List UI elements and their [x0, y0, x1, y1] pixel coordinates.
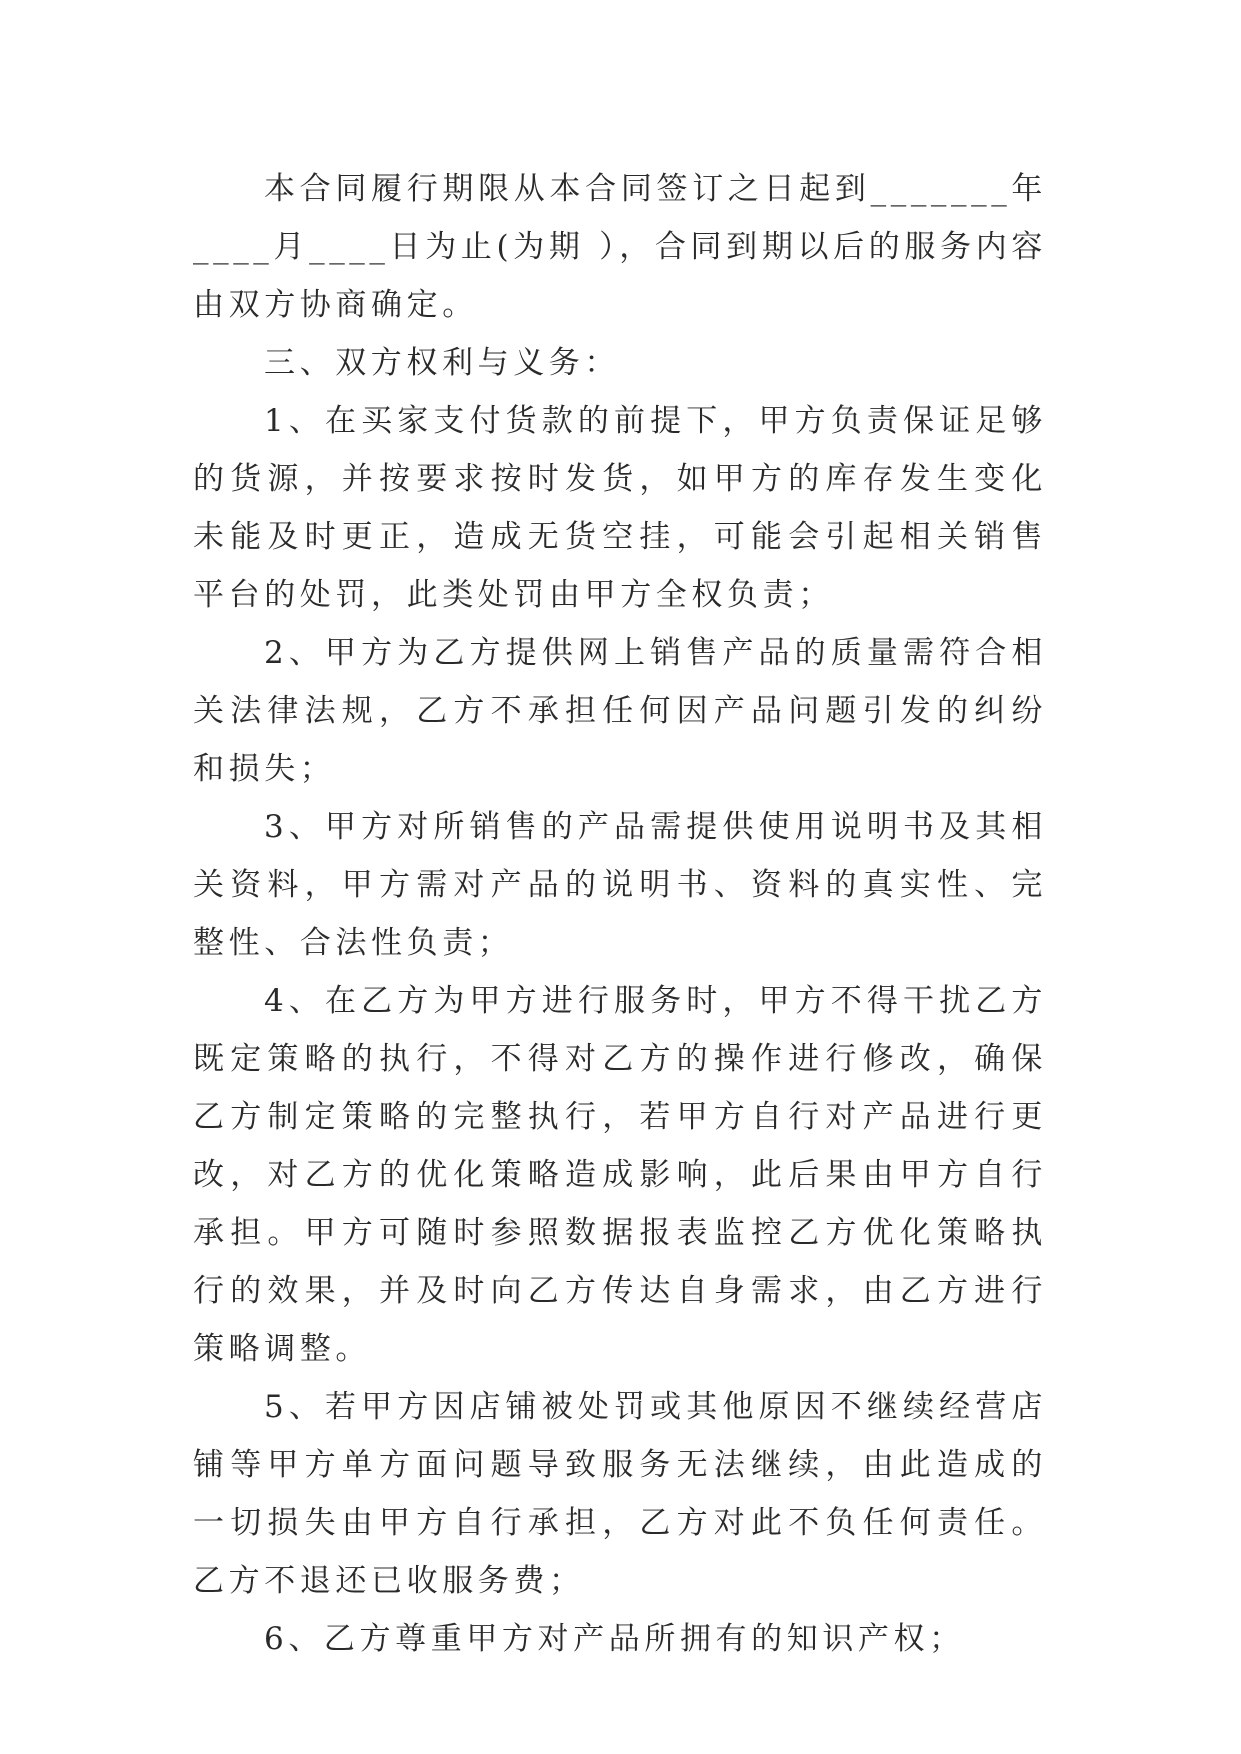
document-body: [193, 160, 1047, 1668]
paragraph-clause-4: 4、在乙方为甲方进行服务时，甲方不得干扰乙方既定策略的执行，不得对乙方的操作进行修改，确保乙方制定策略的完整执行，若甲方自行对产品进行更改，对乙方的优化策略造成影响，此后果由甲方自行承担。甲方可随时参照数据报表监控乙方优化策略执行的效果，并及时向乙方传达自身需求，由乙方进行策略调整。: [193, 983, 1047, 1367]
paragraph-clause-3: 3、甲方对所销售的产品需提供使用说明书及其相关资料，甲方需对产品的说明书、资料的真实性、完整性、合法性负责；: [193, 809, 1047, 961]
paragraph-clause-5: 5、若甲方因店铺被处罚或其他原因不继续经营店铺等甲方单方面问题导致服务无法继续，由此造成的一切损失由甲方自行承担，乙方对此不负任何责任。乙方不退还已收服务费；: [193, 1389, 1047, 1599]
paragraph-clause-6: 6、乙方尊重甲方对产品所拥有的知识产权；: [264, 1621, 965, 1657]
section-heading-rights-obligations: 三、双方权利与义务：: [264, 345, 620, 381]
paragraph-contract-term: 本合同履行期限从本合同签订之日起到_______年____月____日为止(为期 ），合同到期以后的服务内容由双方协商确定。: [193, 171, 1047, 323]
paragraph-clause-2: 2、甲方为乙方提供网上销售产品的质量需符合相关法律法规，乙方不承担任何因产品问题引发的纠纷和损失；: [193, 635, 1047, 787]
paragraph-clause-1: 1、在买家支付货款的前提下，甲方负责保证足够的货源，并按要求按时发货，如甲方的库存发生变化未能及时更正，造成无货空挂，可能会引起相关销售平台的处罚，此类处罚由甲方全权负责；: [193, 403, 1047, 613]
